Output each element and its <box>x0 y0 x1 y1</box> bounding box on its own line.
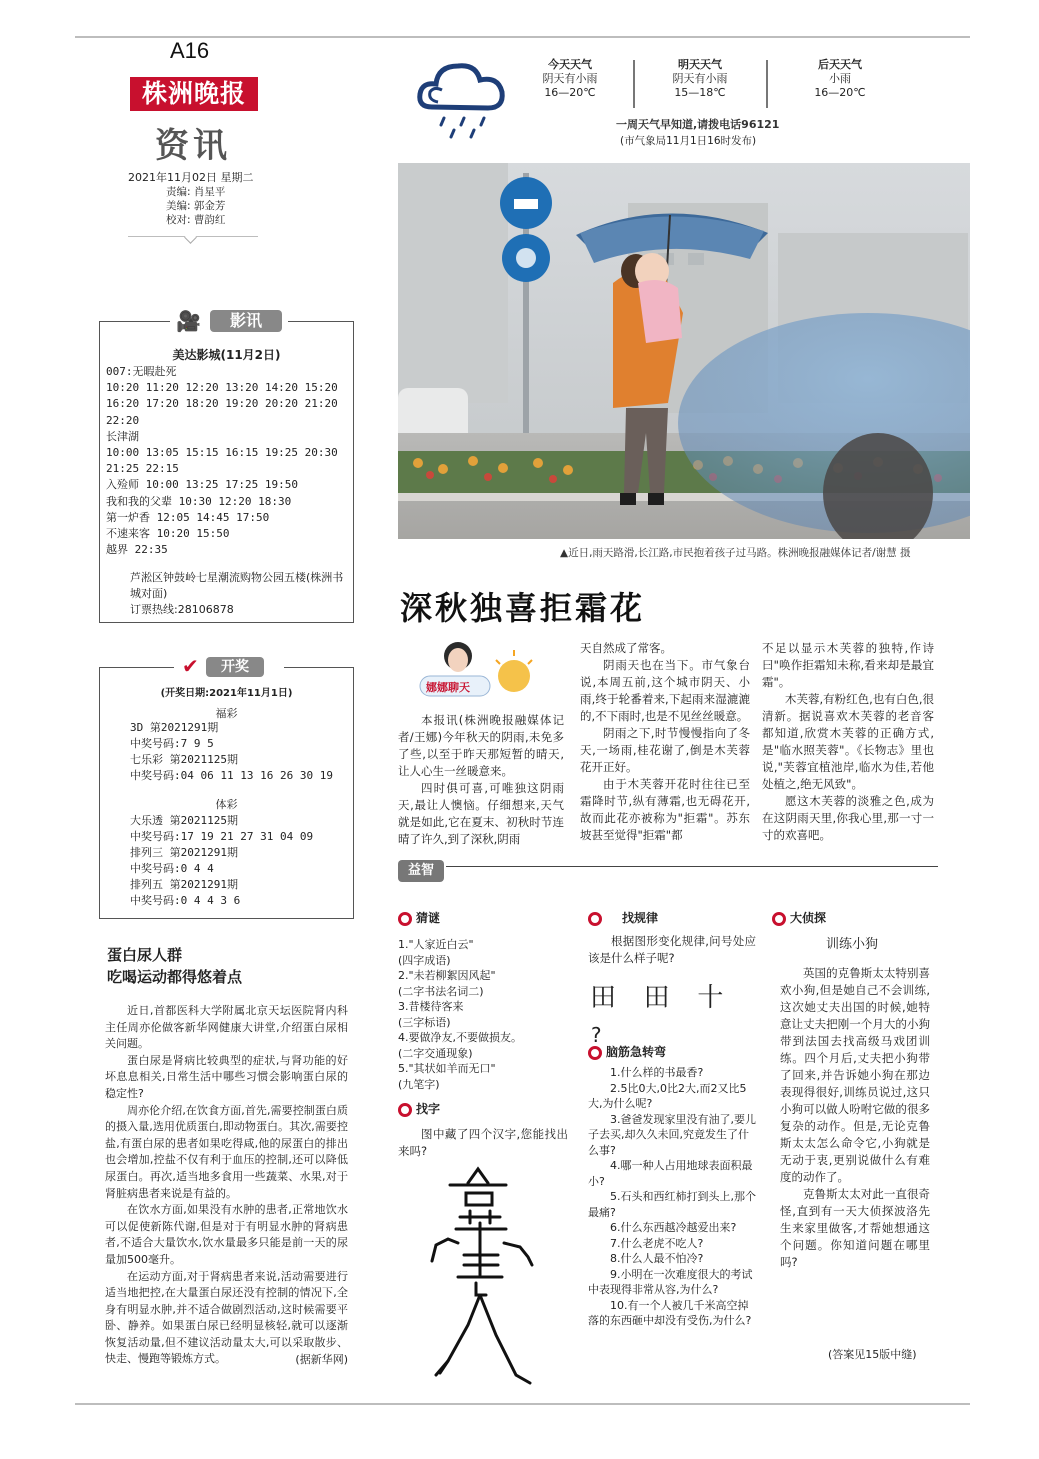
pattern-figures <box>590 980 760 1047</box>
weather-today-temp: 16—20℃ <box>544 86 596 99</box>
column-logo <box>418 636 538 702</box>
sports-title: 体彩 <box>215 798 238 811</box>
health-title-line1: 蛋白尿人群 <box>107 946 183 964</box>
lottery-line: 中奖号码:0 4 4 <box>130 862 214 875</box>
schedule-line: 21:25 22:15 <box>106 462 179 476</box>
brain-item: 6.什么东西越冷越爱出来? <box>610 1221 737 1234</box>
pattern-symbol-1: 田 <box>590 983 617 1013</box>
schedule-line: 第一炉香 12:05 14:45 17:50 <box>106 510 270 524</box>
photo-caption: ▲近日,雨天路滑,长江路,市民抱着孩子过马路。株洲晚报融媒体记者/谢慧 摄 <box>560 547 911 559</box>
brain-item: 2.5比0大,0比2大,而2又比5大,为什么呢? <box>588 1081 747 1110</box>
brain-item: 1.什么样的书最香? <box>610 1066 704 1079</box>
detective-subtitle: 训练小狗 <box>825 937 878 952</box>
health-title-line2: 吃喝运动都得悠着点 <box>107 968 243 986</box>
section-title: 资讯 <box>155 126 231 166</box>
riddle-item: (四字成语) <box>398 953 451 967</box>
weather-divider <box>766 60 768 108</box>
health-paragraph: 近日,首都医科大学附属北京天坛医院肾内科主任周亦伦做客新华网健康大讲堂,介绍蛋白尿相关问题。 <box>105 1004 348 1051</box>
column-logo-text: 娜娜聊天 <box>426 681 470 694</box>
schedule-line: 10:20 11:20 12:20 13:20 14:20 15:20 <box>106 381 338 395</box>
lottery-line: 中奖号码:17 19 21 27 31 04 09 <box>130 830 314 843</box>
find-text: 图中藏了四个汉字,您能找出来吗? <box>398 1127 568 1158</box>
column-paragraph: 本报讯(株洲晚报融媒体记者/王娜)今年秋天的阴雨,未免多了些,以至于昨天那短暂的晴天,让人心生一丝暖意来。 <box>398 713 564 778</box>
health-paragraph: 在饮水方面,如果没有水肿的患者,正常地饮水可以促使新陈代谢,但是对于有明显水肿的肾病患者,不适合大量饮水,饮水量最多只能是前一天的尿量加500毫升。 <box>105 1203 348 1266</box>
riddle-item: (三字标语) <box>398 1015 451 1029</box>
riddle-item: 4.要做净友,不要做损友。 <box>398 1031 522 1044</box>
schedule-line: 入殓师 10:00 13:25 17:25 19:50 <box>106 478 298 492</box>
weather-day3-temp: 16—20℃ <box>814 86 866 99</box>
riddle-item: 5."其状如羊而无口" <box>398 1062 496 1075</box>
brain-item: 10.有一个人被几千米高空掉落的东西砸中却没有受伤,为什么? <box>588 1298 752 1327</box>
weather-source: (市气象局11月1日16时发布) <box>620 135 757 147</box>
cinema-badge <box>170 308 288 334</box>
schedule-line: 16:20 17:20 18:20 19:20 20:20 21:20 <box>106 397 338 411</box>
cinema-schedule <box>106 364 350 558</box>
riddle-list <box>398 937 568 1092</box>
find-heading <box>398 1100 440 1117</box>
health-title <box>107 944 242 988</box>
puzzle-header <box>398 860 938 884</box>
weather-day3-desc: 小雨 <box>829 72 851 85</box>
cinema-title: 美达影城(11月2日) <box>172 348 281 362</box>
riddle-item: 1."人家近白云" <box>398 938 474 951</box>
lottery-line: 3D 第2021291期 <box>130 721 219 734</box>
lottery-line: 七乐彩 第2021125期 <box>130 753 238 766</box>
weather-day3-label: 后天天气 <box>818 58 862 71</box>
cinema-hotline: 订票热线:28106878 <box>130 603 234 616</box>
riddle-icon <box>398 912 412 926</box>
detective-story <box>780 965 930 1271</box>
pattern-symbol-2: 田 <box>643 983 670 1013</box>
schedule-line: 长津湖 <box>106 429 139 443</box>
detective-icon <box>772 912 786 926</box>
riddle-item: 3.昔楼待客来 <box>398 1000 464 1013</box>
column-paragraph: 天自然成了常客。 <box>580 641 672 655</box>
health-paragraph: 周亦伦介绍,在饮食方面,首先,需要控制蛋白质的摄入量,选用优质蛋白,即动物蛋白。其次,需要控盐,有蛋白尿的患者如果吃得咸,他的尿蛋白的排出也会增加,控盐不仅有利于血压的控制,还可以降低尿蛋白。再次,适当地多食用一些蔬菜、水果,对于肾脏病患者来说是有益的。 <box>105 1103 348 1200</box>
riddle-item: (九笔字) <box>398 1077 440 1091</box>
bottom-rule <box>75 1403 970 1405</box>
answer-note: (答案见15版中缝) <box>828 1348 917 1361</box>
editor-line: 责编: 肖星平 <box>166 186 226 198</box>
column-col1 <box>398 712 564 848</box>
proof-line: 校对: 曹韵红 <box>166 214 226 226</box>
cinema-address: 芦淞区钟鼓岭七星潮流购物公园五楼(株洲书城对面) <box>130 571 344 600</box>
pattern-heading <box>588 909 658 926</box>
column-paragraph: 阴雨之下,时节慢慢指向了冬天,一场雨,桂花谢了,倒是木芙蓉花开正好。 <box>580 726 750 774</box>
paper-logo-text: 株洲晚报 <box>141 79 246 108</box>
brain-item: 4.哪一种人占用地球表面积最小? <box>588 1159 753 1188</box>
weather-today <box>520 58 620 100</box>
weather-tomorrow-label: 明天天气 <box>678 58 722 71</box>
pattern-icon <box>588 912 602 926</box>
weather-hotline: 一周天气早知道,请拨电话96121 <box>616 118 780 131</box>
lottery-line: 排列三 第2021291期 <box>130 846 238 859</box>
schedule-line: 007:无暇赴死 <box>106 365 177 378</box>
rain-street-photo <box>398 163 970 539</box>
riddle-title: 猜谜 <box>416 911 441 925</box>
page-number: A16 <box>170 38 210 63</box>
brain-title: 脑筋急转弯 <box>606 1045 667 1059</box>
column-paragraph: 木芙蓉,有粉红色,也有白色,很清新。据说喜欢木芙蓉的老音客都知道,欣赏木芙蓉的正确方式,是"临水照芙蓉"。《长物志》里也说,"芙蓉宜植池岸,临水为佳,若他处植之,绝无风致"。 <box>762 692 934 791</box>
lottery-box <box>99 654 354 919</box>
brain-item: 7.什么老虎不吃人? <box>610 1236 704 1250</box>
brain-item: 5.石头和西红柿打到头上,那个最痛? <box>588 1190 756 1219</box>
column-paragraph: 不足以显示木芙蓉的独特,作诗曰"唤作拒霜知未称,看来却是最宜霜"。 <box>762 641 934 689</box>
cinema-badge-label: 影讯 <box>210 310 282 332</box>
weather-today-label: 今天天气 <box>548 58 592 71</box>
paper-logo <box>130 77 258 111</box>
brain-list <box>588 1065 756 1329</box>
hidden-characters-figure <box>420 1165 570 1390</box>
detective-paragraph: 克鲁斯太太对此一直很奇怪,直到有一天大侦探波洛先生来家里做客,才帮她想通这个问题。你知道问题在哪里吗? <box>780 1187 930 1269</box>
column-paragraph: 阴雨天也在当下。市气象台说,本周五前,这个城市阴天、小雨,终于轮番着来,下起雨来湿漉漉的,不下雨时,也是不见丝丝暖意。 <box>580 658 750 723</box>
lottery-line: 中奖号码:04 06 11 13 16 26 30 19 <box>130 769 333 782</box>
detective-heading <box>772 909 826 926</box>
pattern-text: 根据图形变化规律,问号处应该是什么样子呢? <box>588 934 756 965</box>
health-body <box>105 1003 348 1369</box>
weather-cloud-icon <box>414 52 510 142</box>
riddle-heading <box>398 909 440 926</box>
column-title: 深秋独喜拒霜花 <box>400 589 646 627</box>
puzzle-rule <box>446 866 938 867</box>
schedule-line: 我和我的父辈 10:30 12:20 18:30 <box>106 494 292 508</box>
pattern-symbol-3: 十 <box>697 983 724 1013</box>
detective-paragraph: 英国的克鲁斯太太特别喜欢小狗,但是她自己不会训练,这次她丈夫出国的时候,她特意让丈夫把刚一个月大的小狗带到法国去找高级马戏团训练。四个月后,丈夫把小狗带了回来,并告诉她小狗在那边表现得很好,训练员说过,这只小狗可以做人吩咐它做的很多复杂的动作。但是,无论克鲁斯太太怎么命令它,小狗就是无动于衷,更别说做什么有难度的动作了。 <box>780 966 930 1184</box>
pattern-title: 找规律 <box>622 911 659 925</box>
weather-tomorrow <box>650 58 750 100</box>
column-paragraph: 由于木芙蓉开花时往往已至霜降时节,纵有薄霜,也无碍花开,故而此花亦被称为"拒霜"。苏东坡甚至觉得"拒霜"都 <box>580 777 750 842</box>
lottery-badge <box>174 655 284 679</box>
weather-tomorrow-desc: 阴天有小雨 <box>672 72 728 85</box>
find-icon <box>398 1103 412 1117</box>
lottery-line: 排列五 第2021291期 <box>130 878 238 891</box>
weather-tomorrow-temp: 15—18℃ <box>674 86 726 99</box>
schedule-line: 10:00 13:05 15:15 16:15 19:25 20:30 <box>106 446 338 460</box>
column-col3 <box>762 640 934 844</box>
lottery-line: 大乐透 第2021125期 <box>130 814 238 827</box>
lottery-date: (开奖日期:2021年11月1日) <box>160 688 293 699</box>
welfare-results <box>130 720 350 784</box>
health-paragraph: 在运动方面,对于肾病患者来说,活动需要进行适当地把控,在大量蛋白尿还没有控制的情况下,全身有明显水肿,并不适合做剧烈活动,这时候需要平卧、静养。如果蛋白尿已经明显核轻,就可以逐渐恢复活动量,但不建议活动量太大,可以采取散步、快走、慢跑等锻炼方式。 <box>105 1269 348 1366</box>
lottery-line: 中奖号码:7 9 5 <box>130 737 214 750</box>
masthead-pointer <box>184 231 197 244</box>
find-title: 找字 <box>416 1102 441 1116</box>
column-col2 <box>580 640 750 844</box>
detective-title: 大侦探 <box>790 911 827 925</box>
column-paragraph: 愿这木芙蓉的淡雅之色,成为在这阴雨天里,你我心里,那一寸一寸的欢喜吧。 <box>762 794 934 842</box>
pattern-question-mark: ? <box>590 1023 603 1047</box>
brain-heading <box>588 1043 666 1060</box>
sports-results <box>130 813 350 909</box>
schedule-line: 22:20 <box>106 413 140 427</box>
column-paragraph: 四时俱可喜,可唯独这阴雨天,最让人懊恼。仔细想来,天气就是如此,它在夏末、初秋时节连晴了许久,到了深秋,阴雨 <box>398 781 564 846</box>
weather-divider <box>633 60 635 108</box>
art-editor-line: 美编: 郭金芳 <box>166 200 226 212</box>
schedule-line: 不速来客 10:20 15:50 <box>106 527 230 541</box>
cinema-box <box>99 309 354 623</box>
weather-today-desc: 阴天有小雨 <box>542 72 598 85</box>
brain-item: 9.小明在一次难度很大的考试中表现得非常从容,为什么? <box>588 1267 753 1296</box>
brain-item: 3.爸爸发现家里没有油了,要儿子去买,却久久未回,究竟发生了什么事? <box>588 1112 756 1157</box>
brain-icon <box>588 1046 602 1060</box>
health-source: (据新华网) <box>295 1353 348 1367</box>
top-rule <box>75 36 970 38</box>
riddle-item: (二字交通现象) <box>398 1046 473 1060</box>
puzzle-badge: 益智 <box>398 860 444 882</box>
weather-after-tomorrow <box>790 58 890 100</box>
riddle-item: (二字书法名词二) <box>398 984 484 998</box>
check-icon: ✔ <box>182 654 199 678</box>
lottery-badge-label: 开奖 <box>206 657 264 677</box>
issue-date: 2021年11月02日 星期二 <box>128 171 254 184</box>
schedule-line: 越界 22:35 <box>106 543 168 557</box>
lottery-line: 中奖号码:0 4 4 3 6 <box>130 894 241 907</box>
film-projector-icon: 🎥 <box>176 309 201 333</box>
health-paragraph: 蛋白尿是肾病比较典型的症状,与肾功能的好坏息息相关,日常生活中哪些习惯会影响蛋白尿的稳定性? <box>105 1053 348 1100</box>
welfare-title: 福彩 <box>215 707 238 720</box>
riddle-item: 2."未若柳絮因风起" <box>398 969 496 982</box>
brain-item: 8.什么人最不怕冷? <box>610 1252 704 1265</box>
